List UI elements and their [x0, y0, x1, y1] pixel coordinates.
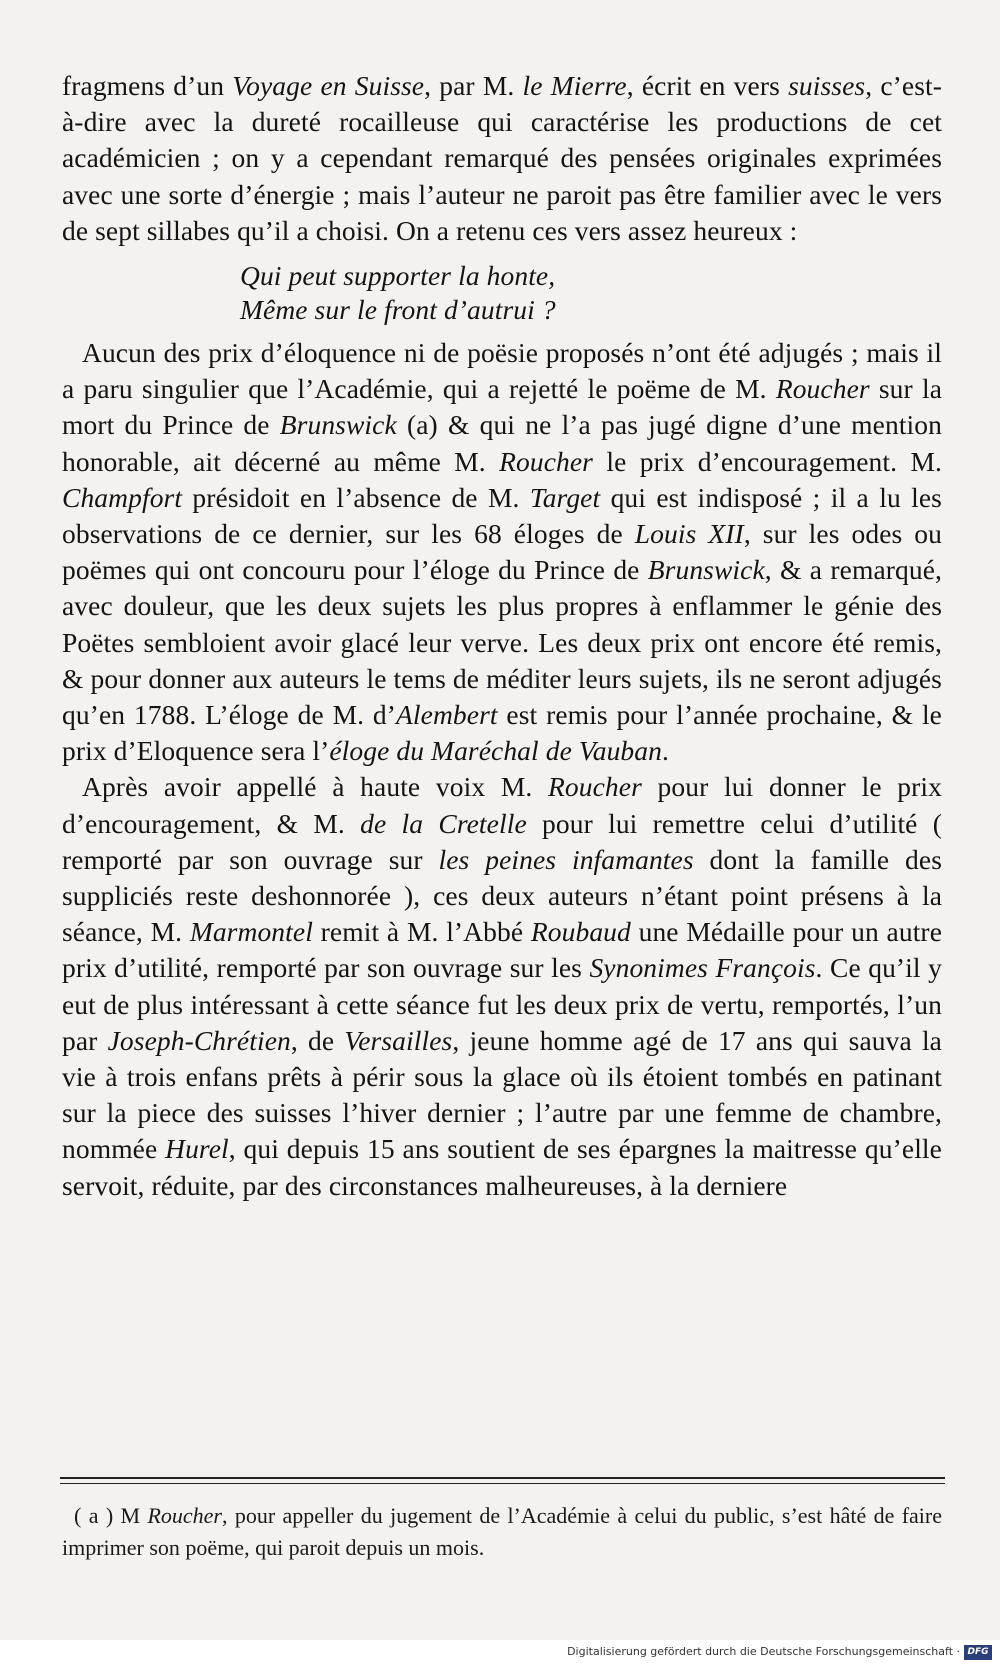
text-run: , c’est-à-dire avec la dureté rocailleuse qui caractérise les productions de cet académicien ; on y a cependant remarqué des pensées originales exprimées avec une sorte d’énergie ; mais l’auteur ne paroit pas être familier avec le vers de sept sillabes qu’il a choisi. On a retenu ces vers assez heureux :: [62, 70, 942, 246]
italic-run: Roucher: [147, 1503, 222, 1528]
italic-run: Champfort: [62, 481, 183, 513]
italic-run: Louis XII: [634, 518, 744, 550]
text-run: , de: [290, 1024, 345, 1056]
text-run: ( a ) M: [74, 1503, 148, 1528]
text-run: , écrit en vers: [626, 70, 789, 101]
italic-run: les peines infamantes: [438, 843, 694, 875]
italic-run: Roucher: [548, 771, 642, 803]
text-run: , par M.: [424, 70, 523, 101]
text-run: .: [661, 735, 669, 767]
italic-run: Roubaud: [530, 916, 631, 948]
text-run: est remis pour l’année prochaine, & le prix d’Eloquence sera l’: [62, 699, 942, 767]
italic-run: Target: [529, 481, 601, 513]
verse-line-1: Qui peut supporter la honte,: [240, 260, 556, 292]
verse-line-2: Même sur le front d’autrui ?: [240, 294, 556, 326]
text-run: , sur les odes ou poëmes qui ont concouru pour l’éloge du Prince de: [62, 518, 943, 586]
italic-run: Brunswick: [279, 409, 397, 441]
footnote-divider: [60, 1477, 945, 1479]
italic-run: Roucher: [775, 373, 870, 405]
dfg-logo: DFG: [964, 1645, 992, 1660]
paragraph-2: [62, 335, 942, 769]
italic-run: Marmontel: [189, 916, 313, 948]
italic-run: Brunswick: [647, 554, 765, 586]
text-run: le prix d’encouragement. M.: [593, 445, 942, 477]
italic-run: Roucher: [499, 445, 593, 477]
italic-run: éloge du Maréchal de Vauban: [329, 735, 662, 767]
text-run: (a) & qui ne l’a pas jugé digne d’une mention honorable, ait décerné au même M.: [62, 409, 942, 477]
footnote-text: [62, 1500, 942, 1564]
digitization-footer: [0, 1642, 1000, 1665]
funding-credit: Digitalisierung gefördert durch die Deutsche Forschungsgemeinschaft ·: [567, 1645, 960, 1658]
text-run: , & a remarqué, avec douleur, que les deux sujets les plus propres à enflammer le génie des Poëtes sembloient avoir glacé leur verve. Les deux prix ont encore été remis, & pour donner aux auteurs le tems de méditer leurs sujets, ils ne seront adjugés qu’en 1788. L’éloge de M. d’: [62, 554, 942, 731]
text-run: pour lui donner le prix d’encouragement, & M.: [62, 771, 942, 839]
italic-run: de la Cretelle: [360, 807, 527, 839]
italic-run: le Mierre: [522, 70, 627, 101]
text-run: pour lui remettre celui d’utilité ( remporté par son ouvrage sur: [62, 807, 943, 875]
text-run: Aucun des prix d’éloquence ni de poësie proposés n’ont été adjugés ; mais il a paru singulier que l’Académie, qui a rejetté le poëme de M.: [62, 337, 942, 405]
verse-quote: [240, 259, 942, 327]
text-run: , jeune homme agé de 17 ans qui sauva la vie à trois enfans prêts à périr sous la glace où ils étoient tombés en patinant sur la piece des suisses l’hiver dernier ; l’autre par une femme de chambre, nommée: [62, 1024, 942, 1165]
footnote-divider-thin: [60, 1483, 945, 1484]
body-text: [62, 68, 942, 1204]
text-run: , pour appeller du jugement de l’Académie à celui du public, s’est hâté de faire imprimer son poëme, qui paroit depuis un mois.: [62, 1503, 942, 1560]
italic-run: Alembert: [396, 699, 498, 731]
text-run: sur la mort du Prince de: [62, 373, 943, 441]
text-run: une Médaille pour un autre prix d’utilité, remporté par son ouvrage sur les: [62, 916, 942, 984]
text-run: . Ce qu’il y eut de plus intéressant à cette séance fut les deux prix de vertu, remportés, l’un par: [62, 952, 942, 1056]
footnote: [62, 1500, 942, 1564]
italic-run: Hurel: [165, 1133, 229, 1165]
text-run: dont la famille des suppliciés reste deshonnorée ), ces deux auteurs n’étant point présens à la séance, M.: [62, 843, 943, 948]
paragraph-1: [62, 68, 942, 249]
text-run: , qui depuis 15 ans soutient de ses épargnes la maitresse qu’elle servoit, réduite, par des circonstances malheureuses, à la derniere: [62, 1133, 942, 1201]
text-run: présidoit en l’absence de M.: [182, 481, 530, 513]
text-run: fragmens d’un: [62, 70, 233, 101]
text-run: Après avoir appellé à haute voix M.: [82, 771, 549, 803]
text-run: remit à M. l’Abbé: [312, 916, 531, 948]
italic-run: suisses: [788, 70, 866, 101]
italic-run: Joseph-Chrétien: [107, 1024, 291, 1056]
italic-run: Synonimes François: [589, 952, 816, 984]
paragraph-3: [62, 769, 942, 1203]
italic-run: Versailles: [344, 1024, 453, 1056]
text-run: qui est indisposé ; il a lu les observations de ce dernier, sur les 68 éloges de: [62, 481, 942, 550]
italic-run: Voyage en Suisse: [232, 70, 425, 101]
